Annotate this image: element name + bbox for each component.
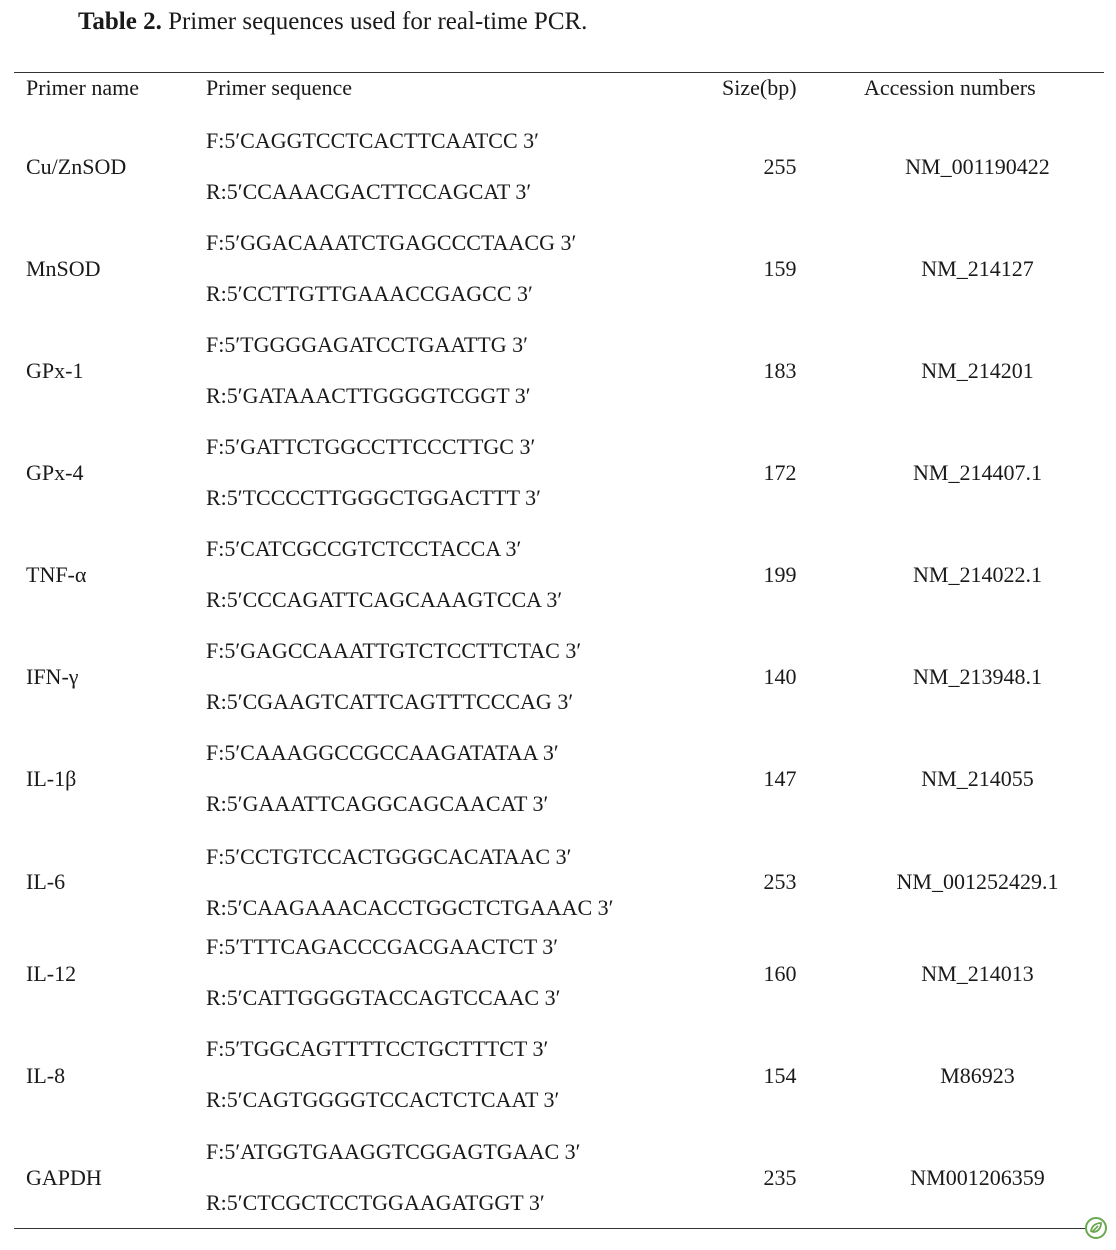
primer-name: IL-6 xyxy=(26,869,66,894)
reverse-sequence: R:5′CTCGCTCCTGGAAGATGGT 3′ xyxy=(206,1190,545,1215)
product-size: 255 xyxy=(763,154,797,179)
forward-sequence: F:5′CATCGCCGTCTCCTACCA 3′ xyxy=(206,536,522,561)
reverse-sequence: R:5′CAAGAAACACCTGGCTCTGAAAC 3′ xyxy=(206,895,614,920)
forward-sequence: F:5′CAAAGGCCGCCAAGATATAA 3′ xyxy=(206,740,559,765)
primer-name: IL-1β xyxy=(26,766,77,791)
accession-number: NM_214201 xyxy=(921,358,1034,383)
reverse-sequence: R:5′CGAAGTCATTCAGTTTCCCAG 3′ xyxy=(206,689,574,714)
forward-sequence: F:5′GGACAAATCTGAGCCCTAACG 3′ xyxy=(206,230,577,255)
table-bottom-rule xyxy=(14,1228,1104,1229)
reverse-sequence: R:5′GATAAACTTGGGGTCGGT 3′ xyxy=(206,383,531,408)
caption-text: Primer sequences used for real-time PCR. xyxy=(168,8,588,35)
product-size: 147 xyxy=(763,766,797,791)
accession-number: M86923 xyxy=(940,1063,1015,1088)
reverse-sequence: R:5′CATTGGGGTACCAGTCCAAC 3′ xyxy=(206,985,561,1010)
product-size: 172 xyxy=(763,460,797,485)
accession-number: NM_214407.1 xyxy=(913,460,1042,485)
reverse-sequence: R:5′CCTTGTTGAAACCGAGCC 3′ xyxy=(206,281,533,306)
product-size: 160 xyxy=(763,961,797,986)
product-size: 253 xyxy=(763,869,797,894)
reverse-sequence: R:5′CCCAGATTCAGCAAAGTCCA 3′ xyxy=(206,587,563,612)
product-size: 154 xyxy=(763,1063,797,1088)
forward-sequence: F:5′TGGCAGTTTTCCTGCTTTCT 3′ xyxy=(206,1036,549,1061)
accession-number: NM_001190422 xyxy=(905,154,1050,179)
forward-sequence: F:5′TTTCAGACCCGACGAACTCT 3′ xyxy=(206,934,559,959)
reverse-sequence: R:5′TCCCCTTGGGCTGGACTTT 3′ xyxy=(206,485,541,510)
product-size: 199 xyxy=(763,562,797,587)
primer-name: GAPDH xyxy=(26,1165,102,1190)
primer-name: MnSOD xyxy=(26,256,101,281)
primer-name: IL-8 xyxy=(26,1063,66,1088)
accession-number: NM_213948.1 xyxy=(913,664,1042,689)
accession-number: NM_214055 xyxy=(921,766,1034,791)
reverse-sequence: R:5′CAGTGGGGTCCACTCTCAAT 3′ xyxy=(206,1087,560,1112)
product-size: 183 xyxy=(763,358,797,383)
forward-sequence: F:5′ATGGTGAAGGTCGGAGTGAAC 3′ xyxy=(206,1139,581,1164)
accession-number: NM_214127 xyxy=(921,256,1034,281)
product-size: 140 xyxy=(763,664,797,689)
primer-name: GPx-1 xyxy=(26,358,84,383)
accession-number: NM_214013 xyxy=(921,961,1034,986)
accession-number: NM001206359 xyxy=(910,1165,1045,1190)
table-top-rule xyxy=(14,72,1104,73)
accession-number: NM_001252429.1 xyxy=(896,869,1059,894)
primer-name: GPx-4 xyxy=(26,460,84,485)
header-size: Size(bp) xyxy=(722,75,797,100)
forward-sequence: F:5′CCTGTCCACTGGGCACATAAC 3′ xyxy=(206,844,572,869)
forward-sequence: F:5′GATTCTGGCCTTCCCTTGC 3′ xyxy=(206,434,536,459)
header-accession: Accession numbers xyxy=(864,75,1036,100)
primer-name: Cu/ZnSOD xyxy=(26,154,127,179)
forward-sequence: F:5′CAGGTCCTCACTTCAATCC 3′ xyxy=(206,128,539,153)
reverse-sequence: R:5′GAAATTCAGGCAGCAACAT 3′ xyxy=(206,791,549,816)
forward-sequence: F:5′GAGCCAAATTGTCTCCTTCTAC 3′ xyxy=(206,638,582,663)
reverse-sequence: R:5′CCAAACGACTTCCAGCAT 3′ xyxy=(206,179,532,204)
product-size: 235 xyxy=(763,1165,797,1190)
header-primer-name: Primer name xyxy=(26,75,140,100)
primer-name: IFN-γ xyxy=(26,664,79,689)
caption-label: Table 2. xyxy=(78,8,162,35)
table-caption xyxy=(78,6,587,38)
product-size: 159 xyxy=(763,256,797,281)
leaf-seal-icon xyxy=(1084,1216,1108,1240)
primer-name: TNF-α xyxy=(26,562,87,587)
accession-number: NM_214022.1 xyxy=(913,562,1042,587)
header-primer-sequence: Primer sequence xyxy=(206,75,352,100)
primer-name: IL-12 xyxy=(26,961,77,986)
forward-sequence: F:5′TGGGGAGATCCTGAATTG 3′ xyxy=(206,332,528,357)
